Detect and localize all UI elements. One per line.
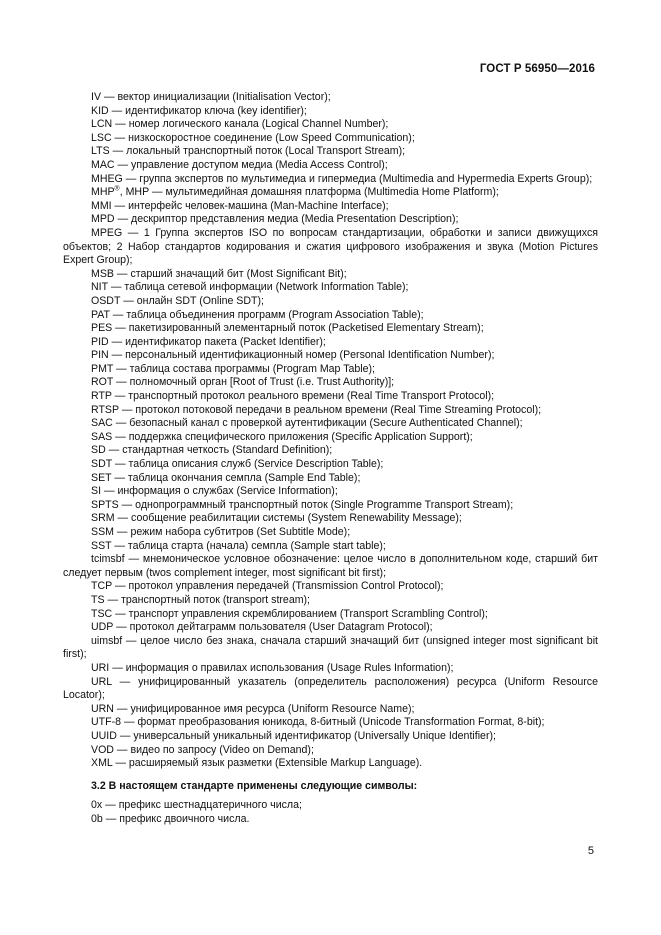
registered-mark: ® <box>114 185 120 193</box>
separator: — <box>111 390 129 403</box>
term: MPEG <box>91 226 123 239</box>
definition-entry <box>63 458 598 472</box>
definition-text: таблица описания служб (Service Description Table); <box>128 458 384 471</box>
term: SRM <box>91 512 115 525</box>
separator: — <box>112 430 129 443</box>
definition-entry <box>63 268 598 282</box>
separator: — <box>112 580 129 593</box>
definition-entry <box>63 431 598 445</box>
definition-entry <box>63 512 598 526</box>
separator: — <box>108 104 126 117</box>
definition-text: режим набора субтитров (Set Subtitle Mode); <box>130 526 351 538</box>
term: OSDT <box>91 294 121 307</box>
definition-text: дескриптор представления медиа (Media Presentation Description); <box>131 213 459 226</box>
definition-entry <box>63 322 598 336</box>
definition-text: префикс шестнадцатеричного числа; <box>118 799 302 812</box>
definition-text: видео по запросу (Video on Demand); <box>130 743 314 756</box>
definition-entry <box>63 363 598 377</box>
definition-entry <box>63 336 598 350</box>
separator: — <box>112 118 129 131</box>
term: ROT <box>91 376 114 389</box>
separator: — <box>102 799 119 812</box>
definition-text: полномочный орган [Root of Trust (i.e. Trust Authority)]; <box>129 376 395 389</box>
definition-text: персональный идентификационный номер (Personal Identification Number); <box>125 349 495 362</box>
definition-entry <box>63 730 598 744</box>
separator: — <box>112 607 129 620</box>
term: MHEG <box>91 172 123 185</box>
separator: — <box>111 131 129 144</box>
term: PMT <box>91 362 114 375</box>
term: XML <box>91 757 113 770</box>
separator: — <box>124 553 143 566</box>
term: KID <box>91 104 109 117</box>
term: SPTS <box>91 498 119 511</box>
definition-entry <box>63 635 598 662</box>
separator: — <box>113 702 131 715</box>
definition-entry <box>63 444 598 458</box>
document-header: ГОСТ Р 56950—2016 <box>479 63 595 75</box>
definition-entry <box>63 132 598 146</box>
term: PES <box>91 322 113 335</box>
definition-entry <box>63 472 598 486</box>
definition-text: идентификатор пакета (Packet Identifier); <box>125 335 326 348</box>
term: MAC <box>91 158 115 171</box>
definition-text: таблица объединения программ (Program Association Table); <box>126 308 424 321</box>
separator: — <box>111 471 128 484</box>
separator: — <box>122 226 144 239</box>
separator: — <box>112 757 129 770</box>
separator: — <box>111 539 128 552</box>
term: uimsbf <box>91 634 123 647</box>
term: SSM <box>91 526 114 538</box>
separator: — <box>114 512 132 525</box>
definition-text: таблица сетевой информации (Network Information Table); <box>124 281 409 294</box>
definition-entry <box>63 676 598 703</box>
definition-text: 1 Группа экспертов ISO по вопросам стандартизации, обработки и записи движущихся объектов; 2 Набор стандартов кодирования и сжатия цифрового изображения и звука (Motion Pictures Expert Group); <box>63 226 598 267</box>
definition-entry <box>63 376 598 390</box>
separator: — <box>112 322 129 335</box>
definition-text: номер логического канала (Logical Channel Number); <box>128 118 389 131</box>
definition-text: пакетизированный элементарный поток (Packetised Elementary Stream); <box>128 322 484 335</box>
term: SD <box>91 444 106 457</box>
definition-text: локальный транспортный поток (Local Transport Stream); <box>126 145 406 158</box>
definition-text: таблица окончания семпла (Sample End Table); <box>127 471 361 484</box>
section-title: 3.2 В настоящем стандарте применены следующие символы: <box>91 779 418 792</box>
symbol-list <box>63 799 598 826</box>
term: PAT <box>91 308 110 321</box>
definition-text: информация о службах (Service Information); <box>117 485 338 498</box>
term: tcimsbf <box>91 553 125 566</box>
definition-text: мнемоническое условное обозначение: целое число в дополнительном коде, старший бит следует первым (twos complement integer, most significant bit first); <box>63 553 599 579</box>
term-suffix: , MHP <box>119 186 149 199</box>
definition-text: мультимедийная домашняя платформа (Multimedia Home Platform); <box>165 186 499 199</box>
term: LCN <box>91 118 113 131</box>
definition-text: группа экспертов по мультимедиа и гипермедиа (Multimedia and Hypermedia Experts Group); <box>139 172 593 185</box>
term: PID <box>91 335 109 348</box>
definition-entry <box>63 499 598 513</box>
definition-entry <box>63 105 598 119</box>
definition-entry <box>63 744 598 758</box>
separator: — <box>122 172 140 185</box>
term: TS <box>91 593 105 606</box>
definition-text: интерфейс человек-машина (Man-Machine Interface); <box>128 199 389 212</box>
definition-entry <box>63 159 598 173</box>
document-body <box>63 91 598 826</box>
separator: — <box>113 526 131 538</box>
definition-text: поддержка специфического приложения (Specific Application Support); <box>128 430 473 443</box>
term: URN <box>91 702 114 715</box>
definition-text: управление доступом медиа (Media Access Control); <box>131 158 388 171</box>
definition-entry <box>63 608 598 622</box>
separator: — <box>107 281 125 294</box>
term: MMI <box>91 199 112 212</box>
term: SAS <box>91 430 113 443</box>
definition-entry <box>63 390 598 404</box>
definition-text: протокол дейтаграмм пользователя (User Datagram Protocol); <box>129 621 433 634</box>
definition-entry <box>63 213 598 227</box>
definition-text: унифицированное имя ресурса (Uniform Resource Name); <box>130 702 415 715</box>
term: UUID <box>91 729 117 742</box>
definition-text: онлайн SDT (Online SDT); <box>136 294 264 307</box>
definition-text: формат преобразования юникода, 8-битный (Unicode Transformation Format, 8-bit); <box>137 716 545 729</box>
definition-text: расширяемый язык разметки (Extensible Markup Language). <box>128 757 423 770</box>
separator: — <box>116 729 134 742</box>
term: URI <box>91 661 110 674</box>
separator: — <box>112 417 130 430</box>
definition-entry <box>63 553 598 580</box>
definition-entry <box>63 662 598 676</box>
separator: — <box>118 403 136 416</box>
separator: — <box>121 716 138 729</box>
definition-entry <box>63 145 598 159</box>
separator: — <box>113 621 130 634</box>
definition-text: информация о правилах использования (Usage Rules Information); <box>125 661 454 674</box>
definition-text: целое число без знака, сначала старший значащий бит (unsigned integer most significant bit first); <box>63 634 598 661</box>
definition-entry <box>63 580 598 594</box>
term: LSC <box>91 131 112 144</box>
definition-text: транспортный протокол реального времени (Real Time Transport Protocol); <box>128 390 495 403</box>
term: LTS <box>91 145 110 158</box>
separator: — <box>113 376 130 389</box>
definition-text: таблица старта (начала) семпла (Sample start table); <box>127 539 386 552</box>
separator: — <box>108 349 126 362</box>
page-number: 5 <box>587 845 594 857</box>
term: IV <box>91 91 102 103</box>
definition-entry <box>63 526 598 540</box>
separator: — <box>102 812 120 825</box>
definition-entry <box>63 621 598 635</box>
definition-entry <box>63 540 598 554</box>
term: NIT <box>91 281 108 294</box>
term: RTSP <box>91 403 119 416</box>
separator: — <box>114 158 132 171</box>
definition-entry <box>63 703 598 717</box>
definition-entry <box>63 281 598 295</box>
definition-entry <box>63 227 598 268</box>
definition-entry <box>63 799 598 813</box>
separator: — <box>108 335 126 348</box>
separator: — <box>122 634 141 647</box>
separator: — <box>111 199 129 212</box>
separator: — <box>111 675 139 688</box>
definition-entry <box>63 485 598 499</box>
term: PIN <box>91 349 109 362</box>
separator: — <box>113 743 131 756</box>
definition-entry <box>63 91 598 105</box>
definition-text: старший значащий бит (Most Significant Bit); <box>130 267 347 280</box>
definition-entry <box>63 716 598 730</box>
definition-text: префикс двоичного числа. <box>119 812 250 825</box>
separator: — <box>113 267 131 280</box>
term: SST <box>91 539 112 552</box>
definition-text: транспорт управления скремблированием (Transport Scrambling Control); <box>128 607 488 620</box>
definition-entry <box>63 417 598 431</box>
definition-text: протокол потоковой передачи в реальном времени (Real Time Streaming Protocol); <box>135 403 542 416</box>
definition-entry <box>63 309 598 323</box>
term: MSB <box>91 267 114 280</box>
definition-entry <box>63 186 598 200</box>
definition-text: низкоскоростное соединение (Low Speed Communication); <box>128 131 415 144</box>
separator: — <box>105 444 123 457</box>
separator: — <box>109 145 127 158</box>
definition-text: таблица состава программы (Program Map Table); <box>129 362 375 375</box>
separator: — <box>114 213 132 226</box>
definition-text: идентификатор ключа (key identifier); <box>125 104 307 117</box>
definition-entry <box>63 173 598 187</box>
definition-entry <box>63 757 598 771</box>
term: TCP <box>91 580 112 593</box>
definition-text: вектор инициализации (Initialisation Vector); <box>117 91 331 103</box>
definition-entry <box>63 118 598 132</box>
definition-text: безопасный канал с проверкой аутентификации (Secure Authenticated Channel); <box>129 417 523 430</box>
term: MHP <box>91 186 115 199</box>
separator: — <box>148 186 166 199</box>
term: URL <box>91 675 112 688</box>
term: 0b <box>91 812 103 825</box>
term: RTP <box>91 390 112 403</box>
term: SAC <box>91 417 113 430</box>
separator: — <box>118 498 136 511</box>
term: MPD <box>91 213 115 226</box>
abbreviation-list <box>63 91 598 771</box>
separator: — <box>104 593 122 606</box>
term: UDP <box>91 621 114 634</box>
definition-text: универсальный уникальный идентификатор (Universally Unique Identifier); <box>133 729 496 742</box>
definition-entry <box>63 200 598 214</box>
term: SDT <box>91 458 112 471</box>
definition-text: сообщение реабилитации системы (System Renewability Message); <box>131 512 462 525</box>
term: SI <box>91 485 102 498</box>
term: TSC <box>91 607 113 620</box>
definition-text: унифицированный указатель (определитель расположения) ресурса (Uniform Resource Locator); <box>63 675 598 702</box>
separator: — <box>109 661 126 674</box>
definition-text: протокол управления передачей (Transmission Control Protocol); <box>128 580 444 593</box>
term: 0x <box>91 799 103 812</box>
separator: — <box>120 294 137 307</box>
definition-entry <box>63 594 598 608</box>
definition-entry <box>63 813 598 827</box>
definition-text: транспортный поток (transport stream); <box>121 593 311 606</box>
definition-entry <box>63 404 598 418</box>
separator: — <box>113 362 130 375</box>
definition-entry <box>63 349 598 363</box>
definition-text: стандартная четкость (Standard Definition); <box>122 444 333 457</box>
term: UTF-8 <box>91 716 122 729</box>
separator: — <box>101 91 118 103</box>
term: SET <box>91 471 112 484</box>
definition-entry <box>63 295 598 309</box>
term: VOD <box>91 743 114 756</box>
separator: — <box>101 485 118 498</box>
separator: — <box>112 458 129 471</box>
definition-text: однопрограммный транспортный поток (Single Programme Transport Stream); <box>135 498 514 511</box>
separator: — <box>109 308 127 321</box>
